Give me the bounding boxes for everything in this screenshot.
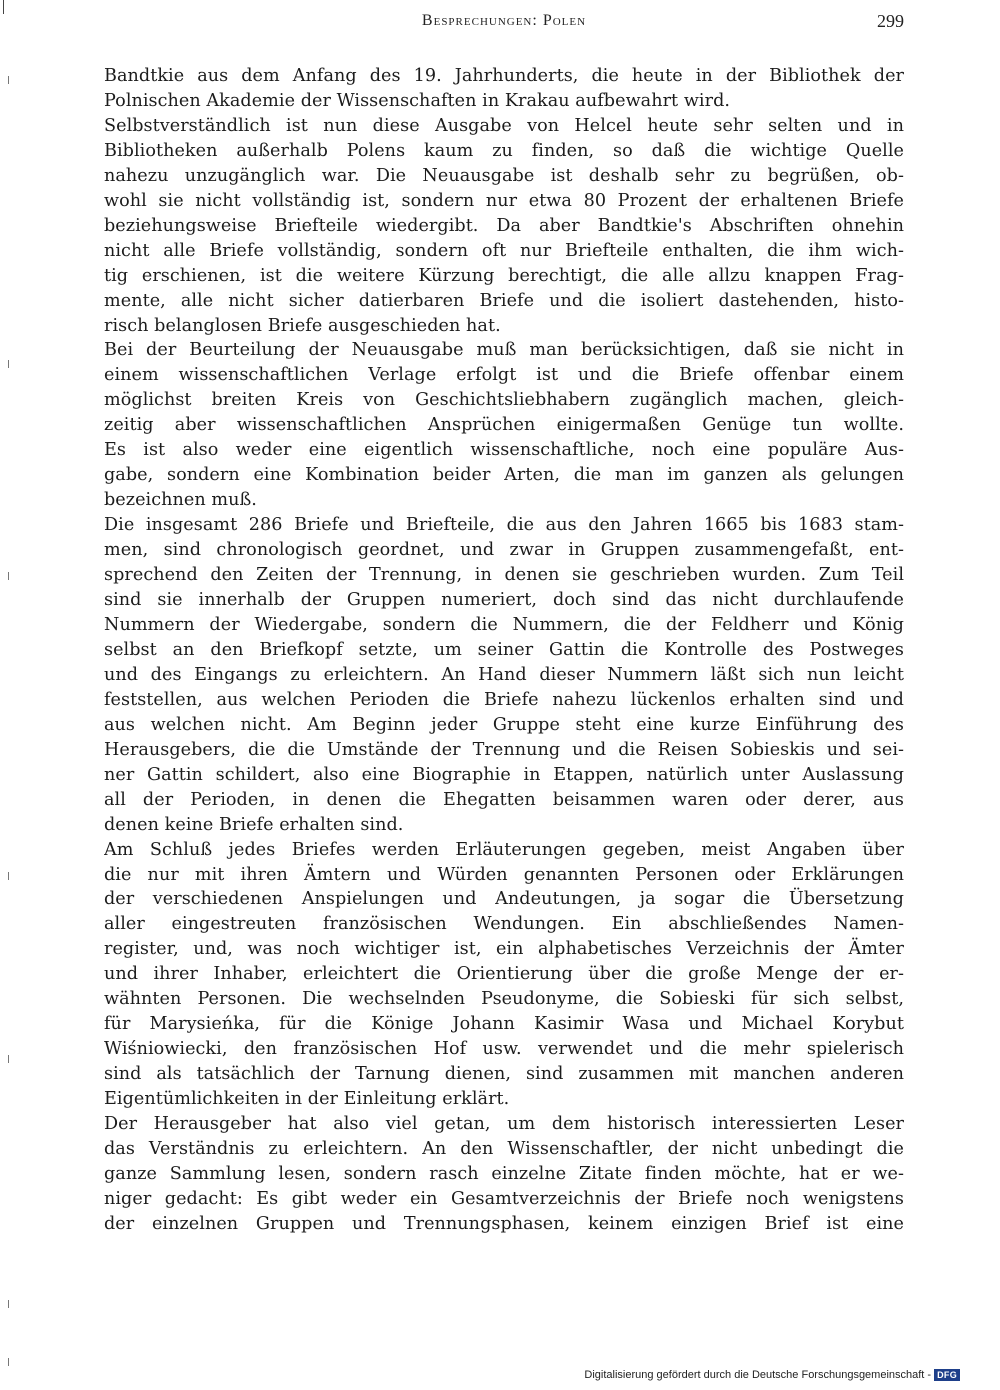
paragraph xyxy=(104,114,904,339)
text-line: selbst an den Briefkopf setzte, um seiner Gattin die Kontrolle des Postweges xyxy=(104,639,904,660)
text-line: nahezu unzugänglich war. Die Neuausgabe ist deshalb sehr zu begrüßen, ob- xyxy=(104,165,904,186)
text-line: men, sind chronologisch geordnet, und zwar in Gruppen zusammengefaßt, ent- xyxy=(104,540,904,561)
paragraph xyxy=(104,513,904,837)
text-line: Bandtkie aus dem Anfang des 19. Jahrhunderts, die heute in der Bibliothek der xyxy=(104,66,904,86)
margin-tick xyxy=(8,1055,9,1063)
text-line: Bei der Beurteilung der Neuausgabe muß man berücksichtigen, daß sie nicht in xyxy=(104,340,904,361)
paragraph xyxy=(104,338,904,513)
text-line: gabe, sondern eine Kombination beider Arten, die man im ganzen als gelungen xyxy=(104,465,904,486)
text-line: für Marysieńka, für die Könige Johann Kasimir Wasa und Michael Korybut xyxy=(104,1014,904,1035)
text-line: niger gedacht: Es gibt weder ein Gesamtverzeichnis der Briefe noch wenigstens xyxy=(104,1188,904,1209)
text-line: die nur mit ihren Ämtern und Würden genannten Personen oder Erklärungen xyxy=(104,864,904,885)
page-number: 299 xyxy=(877,11,904,31)
text-line: einem wissenschaftlichen Verlage erfolgt ist und die Briefe offenbar einem xyxy=(104,365,904,386)
text-line: register, und, was noch wichtiger ist, ein alphabetisches Verzeichnis der Ämter xyxy=(104,939,904,960)
text-line: und des Eingangs zu erleichtern. An Hand dieser Nummern läßt sich nun leicht xyxy=(104,664,904,685)
text-line: Selbstverständlich ist nun diese Ausgabe von Helcel heute sehr selten und in xyxy=(104,115,904,136)
text-line: Bibliotheken außerhalb Polens kaum zu finden, so daß die wichtige Quelle xyxy=(104,140,904,161)
text-line: Wiśniowiecki, den französischen Hof usw. verwendet und die mehr spielerisch xyxy=(104,1039,904,1060)
text-line: Es ist also weder eine eigentlich wissenschaftliche, noch eine populäre Aus- xyxy=(104,440,904,461)
dfg-logo: DFG xyxy=(934,1369,960,1381)
text-line: mente, alle nicht sicher datierbaren Briefe und die isoliert dastehenden, histo- xyxy=(104,290,904,311)
text-line: aus welchen nicht. Am Beginn jeder Gruppe steht eine kurze Einführung des xyxy=(104,714,904,735)
text-line: zeitig aber wissenschaftlichen Ansprüchen einigermaßen Genüge tun wollte. xyxy=(104,415,904,436)
paragraph xyxy=(104,64,904,114)
body-text xyxy=(104,64,904,1237)
text-line: der einzelnen Gruppen und Trennungsphasen, keinem einzigen Brief ist eine xyxy=(104,1213,904,1234)
text-line: Die insgesamt 286 Briefe und Briefteile, die aus den Jahren 1665 bis 1683 stam- xyxy=(104,515,904,536)
running-head xyxy=(104,12,904,40)
running-title: Besprechungen: Polen xyxy=(421,12,587,29)
paragraph xyxy=(104,1112,904,1237)
text-line: Polnischen Akademie der Wissenschaften in Krakau aufbewahrt wird. xyxy=(104,90,731,111)
text-line: sprechend den Zeiten der Trennung, in denen sie geschrieben wurden. Zum Teil xyxy=(104,565,904,586)
text-line: das Verständnis zu erleichtern. An den Wissenschaftler, der nicht unbedingt die xyxy=(104,1138,904,1159)
text-line: aller eingestreuten französischen Wendungen. Ein abschließendes Namen- xyxy=(104,914,904,935)
text-line: bezeichnen muß. xyxy=(104,490,257,511)
text-line: Am Schluß jedes Briefes werden Erläuterungen gegeben, meist Angaben über xyxy=(104,839,904,860)
margin-tick xyxy=(8,76,9,84)
text-line: sind als tatsächlich der Tarnung dienen, sind zusammen mit manchen anderen xyxy=(104,1064,904,1085)
text-line: der verschiedenen Anspielungen und Andeutungen, ja sogar die Übersetzung xyxy=(104,889,904,910)
text-line: risch belanglosen Briefe ausgeschieden hat. xyxy=(104,315,501,336)
text-line: nicht alle Briefe vollständig, sondern oft nur Briefteile enthalten, die ihm wich- xyxy=(104,240,904,261)
text-line: wohl sie nicht vollständig ist, sondern nur etwa 80 Prozent der erhaltenen Briefe xyxy=(104,190,904,211)
margin-tick xyxy=(8,1300,9,1308)
margin-tick xyxy=(8,1358,9,1366)
margin-tick xyxy=(8,572,9,580)
text-line: ner Gattin schildert, also eine Biographie in Etappen, natürlich unter Auslassung xyxy=(104,764,904,785)
margin-tick xyxy=(8,872,9,880)
text-line: sind sie innerhalb der Gruppen numeriert, doch sind das nicht durchlaufende xyxy=(104,590,904,611)
text-line: möglichst breiten Kreis von Geschichtsliebhabern zugänglich machen, gleich- xyxy=(104,390,904,411)
digitization-credit xyxy=(584,1369,960,1381)
paragraph xyxy=(104,838,904,1112)
text-line: und ihrer Inhaber, erleichtert die Orientierung über die große Menge der er- xyxy=(104,964,904,985)
text-line: feststellen, aus welchen Perioden die Briefe nahezu lückenlos erhalten sind und xyxy=(104,689,904,710)
text-line: Eigentümlichkeiten in der Einleitung erklärt. xyxy=(104,1089,510,1110)
text-line: Herausgebers, die die Umstände der Trennung und die Reisen Sobieskis und sei- xyxy=(104,739,904,760)
text-line: all der Perioden, in denen die Ehegatten beisammen waren oder derer, aus xyxy=(104,789,904,810)
binding-edge-mark xyxy=(3,0,4,14)
text-line: tig erschienen, ist die weitere Kürzung berechtigt, die alle allzu knappen Frag- xyxy=(104,265,904,286)
text-line: beziehungsweise Briefteile wiedergibt. Da aber Bandtkie's Abschriften ohnehin xyxy=(104,215,904,236)
text-line: Der Herausgeber hat also viel getan, um dem historisch interessierten Leser xyxy=(104,1114,904,1135)
margin-tick xyxy=(8,360,9,368)
credit-text: Digitalisierung gefördert durch die Deutsche Forschungsgemeinschaft - xyxy=(584,1369,932,1381)
text-line: ganze Sammlung lesen, sondern rasch einzelne Zitate finden möchte, hat er we- xyxy=(104,1163,904,1184)
text-line: denen keine Briefe erhalten sind. xyxy=(104,814,404,835)
text-line: Nummern der Wiedergabe, sondern die Nummern, die der Feldherr und König xyxy=(104,614,904,635)
text-line: wähnten Personen. Die wechselnden Pseudonyme, die Sobieski für sich selbst, xyxy=(104,989,904,1010)
